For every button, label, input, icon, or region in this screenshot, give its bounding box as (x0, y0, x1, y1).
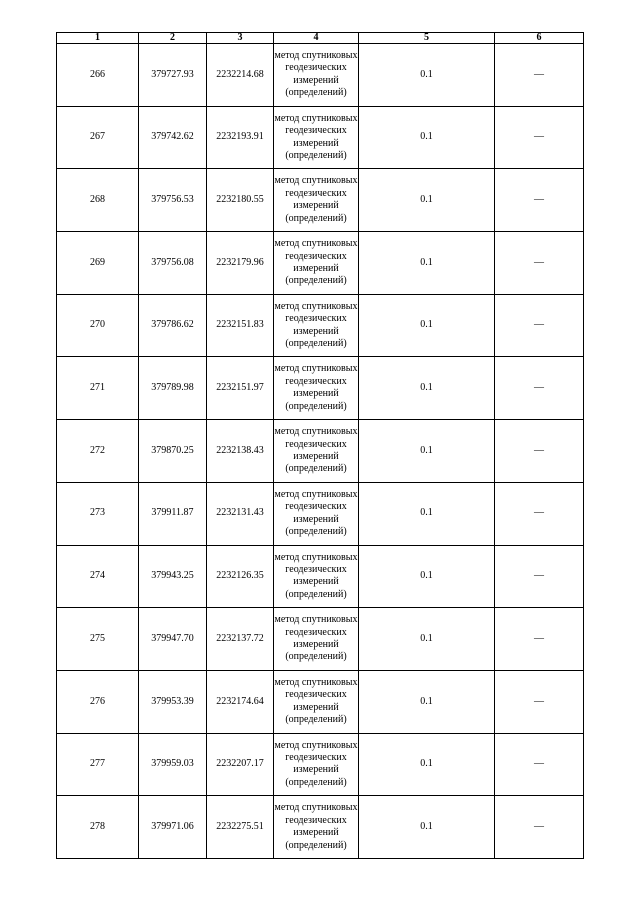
table-row (57, 670, 584, 733)
x-coordinate-cell: 379870.25 (139, 420, 207, 483)
note-cell: — (495, 670, 584, 733)
x-coordinate-cell: 379756.53 (139, 169, 207, 232)
note-cell: — (495, 420, 584, 483)
y-coordinate-cell: 2232179.96 (207, 232, 274, 295)
precision-cell: 0.1 (359, 44, 495, 107)
precision-cell: 0.1 (359, 482, 495, 545)
header-row (57, 33, 584, 44)
point-number-cell: 274 (57, 545, 139, 608)
point-number-cell: 273 (57, 482, 139, 545)
y-coordinate-cell: 2232138.43 (207, 420, 274, 483)
method-cell: метод спутниковых геодезических измерений (определений) (274, 733, 359, 796)
note-cell: — (495, 482, 584, 545)
note-cell: — (495, 169, 584, 232)
precision-cell: 0.1 (359, 420, 495, 483)
note-cell: — (495, 608, 584, 671)
x-coordinate-cell: 379727.93 (139, 44, 207, 107)
x-coordinate-cell: 379971.06 (139, 796, 207, 859)
table-row (57, 357, 584, 420)
point-number-cell: 277 (57, 733, 139, 796)
note-cell: — (495, 44, 584, 107)
point-number-cell: 270 (57, 294, 139, 357)
method-cell: метод спутниковых геодезических измерений (определений) (274, 420, 359, 483)
table-body (57, 44, 584, 859)
table-row (57, 420, 584, 483)
precision-cell: 0.1 (359, 357, 495, 420)
precision-cell: 0.1 (359, 169, 495, 232)
note-cell: — (495, 232, 584, 295)
point-number-cell: 275 (57, 608, 139, 671)
x-coordinate-cell: 379789.98 (139, 357, 207, 420)
method-cell: метод спутниковых геодезических измерений (определений) (274, 482, 359, 545)
y-coordinate-cell: 2232214.68 (207, 44, 274, 107)
point-number-cell: 266 (57, 44, 139, 107)
point-number-cell: 268 (57, 169, 139, 232)
table-header (57, 33, 584, 44)
x-coordinate-cell: 379756.08 (139, 232, 207, 295)
precision-cell: 0.1 (359, 796, 495, 859)
y-coordinate-cell: 2232180.55 (207, 169, 274, 232)
y-coordinate-cell: 2232193.91 (207, 106, 274, 169)
point-number-cell: 269 (57, 232, 139, 295)
note-cell: — (495, 733, 584, 796)
point-number-cell: 272 (57, 420, 139, 483)
precision-cell: 0.1 (359, 106, 495, 169)
header-col-4: 4 (274, 33, 359, 44)
precision-cell: 0.1 (359, 733, 495, 796)
table-row (57, 44, 584, 107)
y-coordinate-cell: 2232137.72 (207, 608, 274, 671)
y-coordinate-cell: 2232207.17 (207, 733, 274, 796)
table-row (57, 733, 584, 796)
x-coordinate-cell: 379947.70 (139, 608, 207, 671)
table-row (57, 796, 584, 859)
header-col-2: 2 (139, 33, 207, 44)
precision-cell: 0.1 (359, 670, 495, 733)
header-col-3: 3 (207, 33, 274, 44)
x-coordinate-cell: 379911.87 (139, 482, 207, 545)
method-cell: метод спутниковых геодезических измерений (определений) (274, 44, 359, 107)
x-coordinate-cell: 379953.39 (139, 670, 207, 733)
table-row (57, 482, 584, 545)
precision-cell: 0.1 (359, 545, 495, 608)
method-cell: метод спутниковых геодезических измерений (определений) (274, 357, 359, 420)
x-coordinate-cell: 379959.03 (139, 733, 207, 796)
precision-cell: 0.1 (359, 232, 495, 295)
x-coordinate-cell: 379943.25 (139, 545, 207, 608)
table-row (57, 294, 584, 357)
table-row (57, 608, 584, 671)
y-coordinate-cell: 2232126.35 (207, 545, 274, 608)
precision-cell: 0.1 (359, 608, 495, 671)
method-cell: метод спутниковых геодезических измерений (определений) (274, 169, 359, 232)
method-cell: метод спутниковых геодезических измерений (определений) (274, 608, 359, 671)
note-cell: — (495, 545, 584, 608)
method-cell: метод спутниковых геодезических измерений (определений) (274, 232, 359, 295)
point-number-cell: 278 (57, 796, 139, 859)
precision-cell: 0.1 (359, 294, 495, 357)
method-cell: метод спутниковых геодезических измерений (определений) (274, 796, 359, 859)
note-cell: — (495, 796, 584, 859)
table-row (57, 545, 584, 608)
point-number-cell: 276 (57, 670, 139, 733)
y-coordinate-cell: 2232174.64 (207, 670, 274, 733)
y-coordinate-cell: 2232275.51 (207, 796, 274, 859)
point-number-cell: 271 (57, 357, 139, 420)
header-col-5: 5 (359, 33, 495, 44)
table-row (57, 169, 584, 232)
table-row (57, 106, 584, 169)
method-cell: метод спутниковых геодезических измерений (определений) (274, 545, 359, 608)
coordinates-table (56, 32, 584, 859)
y-coordinate-cell: 2232151.83 (207, 294, 274, 357)
note-cell: — (495, 294, 584, 357)
table-row (57, 232, 584, 295)
x-coordinate-cell: 379786.62 (139, 294, 207, 357)
header-col-1: 1 (57, 33, 139, 44)
note-cell: — (495, 106, 584, 169)
x-coordinate-cell: 379742.62 (139, 106, 207, 169)
note-cell: — (495, 357, 584, 420)
header-col-6: 6 (495, 33, 584, 44)
y-coordinate-cell: 2232151.97 (207, 357, 274, 420)
method-cell: метод спутниковых геодезических измерений (определений) (274, 294, 359, 357)
method-cell: метод спутниковых геодезических измерений (определений) (274, 670, 359, 733)
y-coordinate-cell: 2232131.43 (207, 482, 274, 545)
point-number-cell: 267 (57, 106, 139, 169)
method-cell: метод спутниковых геодезических измерений (определений) (274, 106, 359, 169)
